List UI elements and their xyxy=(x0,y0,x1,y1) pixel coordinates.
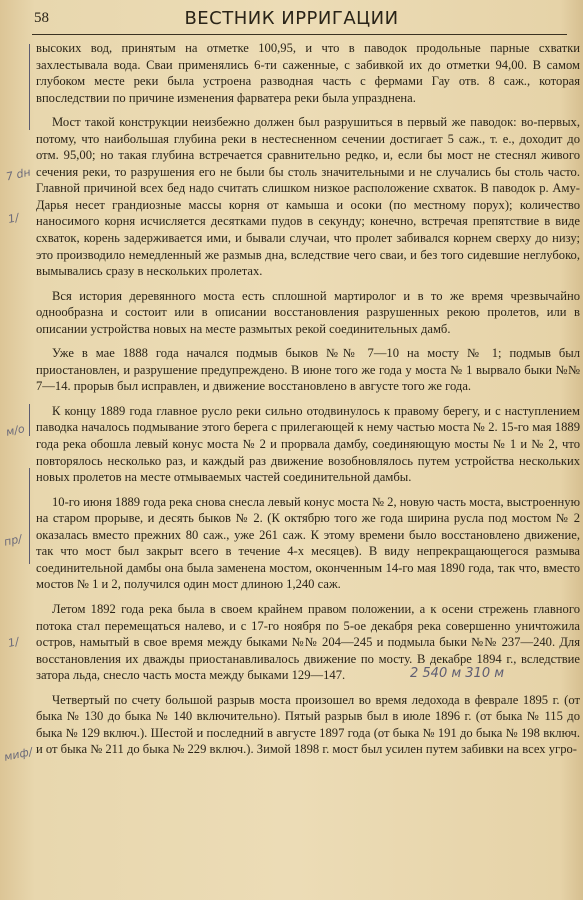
paragraph: Вся история деревянного моста есть сплошной мартиролог и в то же время чрезвычайно однообразна и состоит или в описании восстановления разрушенных рекою пролетов, или в описании устройства новых на месте размытых рекой соединительных дамб. xyxy=(36,288,580,336)
paragraph: Мост такой конструкции неизбежно должен был разрушиться в первый же паводок: во-первых, потому, что наибольшая глубина реки в нестесненном сечении достигает 5 саж., т. е., доходит до отм. 95,00; но такая глубина встречается сравнительно редко, и, если бы мост не стеснял живого сечения реки, то разрушения его не были бы столь значительными и не случались бы столь часто. Главной причиной всех бед надо считать слишком низкое расположение схваток. В паводок р. Аму-Дарья несет грандиозные массы корня от камыша и осоки (по местному поруx); количество наносимого корня исчисляется десятками пудов в секунду; конечно, встречая препятствие в виде схваток, корень задерживается ими, и бывали случаи, что пролет забивался корнем сверху до низу; это производило немедленный же размыв дна, вследствие чего сваи, и без того сидевшие неглубоко, вымывались сразу в нескольких пролетах. xyxy=(36,115,580,279)
running-title: ВЕСТНИК ИРРИГАЦИИ xyxy=(184,8,399,29)
paragraph: Уже в мае 1888 года начался подмыв быков №№ 7—10 на мосту № 1; подмыв был приостановлен, и разрушение предупреждено. В июне того же года у моста № 1 вырвало быки №№ 7—14. прорыв был исправлен, и движение восстановлено в августе того же года. xyxy=(36,346,580,394)
margin-note: 1/ xyxy=(6,635,20,650)
article-body xyxy=(36,40,580,758)
paragraph: К концу 1889 года главное русло реки сильно отодвинулось к правому берегу, и с наступлением паводка началось подмывание этого берега с прилегающей к нему частью моста № 2. 15-го мая 1889 года река обошла левый конус моста № 2 и прорвала дамбу, соединяющую мосты № 1 и № 2, что повторялось несколько раз, и каждый раз движение возобновлялось путем устройства нескольких новых пролетов на месте отмываемых частей соединительной дамбы. xyxy=(36,403,580,485)
page-header xyxy=(0,8,583,34)
margin-bracket xyxy=(29,468,30,564)
margin-note: пр/ xyxy=(2,532,24,549)
header-rule xyxy=(32,34,567,35)
paragraph: Четвертый по счету большой разрыв моста произошел во время ледохода в феврале 1895 г. (от быка № 130 до быка № 140 включительно). Пятый разрыв был в июле 1896 г. (от быка № 115 до быка № 129 включ.). Шестой и последний в августе 1897 года (от быка № 191 до быка № 198 включ. и от быка № 211 до быка № 229 включ.). Зимой 1898 г. мост был усилен путем забивки на всех угро- xyxy=(36,692,580,757)
paragraph: 10-го июня 1889 года река снова снесла левый конус моста № 2, новую часть моста, выстроенную на старом прорыве, и десять быков № 2. (К октябрю того же года ширина русла под мостом № 2 оказалась вместо прежних 80 саж., уже 261 саж. К этому времени было восстановлено движение, так что мост был закрыт всего в течение 4-х месяцев). В виду непрекращающегося размыва соединительной дамбы она была заменена мостом, оконченным 14-го мая 1890 года, так что, вместо мостов № 1 и 2, получился один мост длиною 1,240 саж. xyxy=(36,494,580,592)
paragraph: высоких вод, принятым на отметке 100,95, и что в паводок продольные парные схватки захлестывала вода. Сваи применялись 6-ти саженные, с забивкой их до отметки 94,00. В самом глубоком месте реки была устроена разводная часть с фермами Гау отв. 8 саж., которая впоследствии по причине изменения фарватера реки была упразднена. xyxy=(36,41,580,105)
margin-note: 7 dн xyxy=(4,165,32,184)
margin-note: м/о xyxy=(4,422,26,439)
margin-note: миф/ xyxy=(2,745,34,764)
paragraph: Летом 1892 года река была в своем крайнем правом положении, а к осени стрежень главного потока стал перемещаться налево, и с 17-го ноября по 5-ое декабря река совершенно уничтожила остров, намытый в свое время между быками №№ 204—245 и подмыла быки №№ 237—240. Для восстановления их дважды приостанавливалось движение по мосту. В декабре 1894 г., вследствие затора льда, снесло часть моста между быками 129—147. xyxy=(36,601,580,683)
handwritten-note: 2 540 м 310 м xyxy=(410,666,505,681)
margin-note: 1/ xyxy=(6,211,20,226)
margin-bracket xyxy=(29,404,30,436)
page-number: 58 xyxy=(34,10,49,26)
margin-bracket xyxy=(29,44,30,130)
